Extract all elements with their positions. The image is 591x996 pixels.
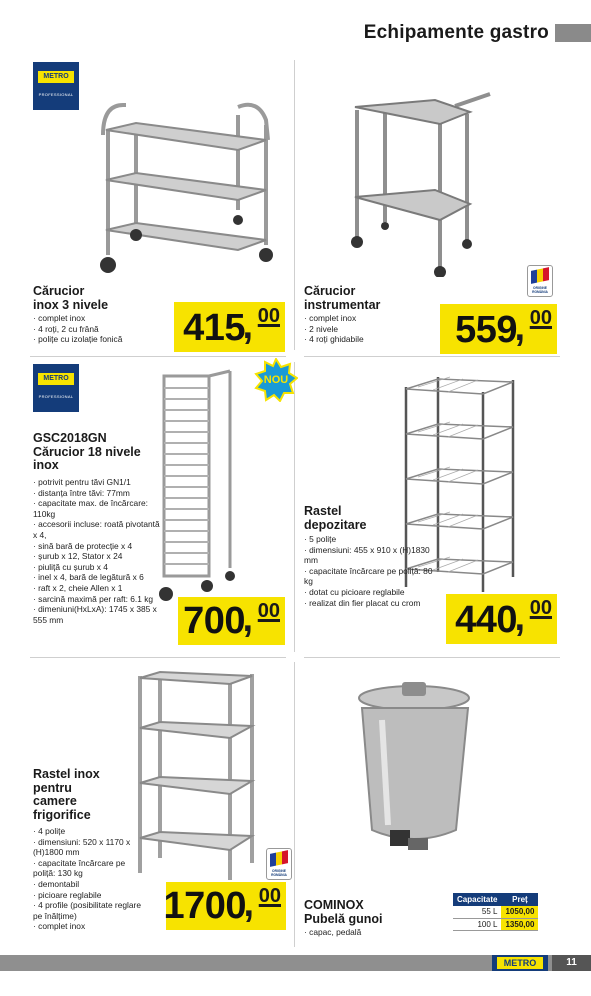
product-title: Rastel inox pentru camere frigorifice bbox=[33, 767, 100, 822]
grid-divider bbox=[30, 356, 286, 357]
product-features: · potrivit pentru tăvi GN1/1 · distanța între tăvi: 77mm · capacitate max. de încărcare: 110kg · accesorii incluse: roată pivotantă x 4, · sină bară de protecție x 4 · șurub x 12, Stator x 24 · piuliță cu șurub x 4 · inel x 4, bară de legătură x 6 · raft x 2, cheie Allen x 1 · sarcină maximă per raft: 6.1 kg · dimeniuni(HxLxA): 1745 x 385 x 555 mm bbox=[33, 477, 163, 625]
price-tag: 1700 , 00 bbox=[166, 882, 286, 930]
grid-divider bbox=[30, 657, 286, 658]
product-title: COMINOX Pubelă gunoi bbox=[304, 898, 383, 926]
page-number: 11 bbox=[552, 955, 591, 971]
metro-professional-logo: METRO PROFESSIONAL bbox=[33, 364, 79, 412]
product-title: GSC2018GN Cărucior 18 nivele inox bbox=[33, 431, 141, 472]
product-features: · capac, pedală bbox=[304, 927, 444, 938]
capacity-price-table bbox=[453, 893, 538, 931]
new-product-badge bbox=[254, 358, 298, 402]
metro-footer-logo: METRO bbox=[492, 955, 548, 971]
page-title: Echipamente gastro bbox=[363, 22, 549, 43]
grid-divider bbox=[294, 60, 295, 350]
grid-divider bbox=[294, 362, 295, 652]
waste-bin-image bbox=[352, 680, 477, 860]
gn-rack-trolley-image bbox=[152, 368, 242, 608]
product-title: Rastel depozitare bbox=[304, 504, 367, 532]
grid-divider bbox=[294, 662, 295, 947]
product-features: · 4 polițe · dimensiuni: 520 x 1170 x (H)1800 mm · capacitate încărcare pe poliță: 130 kg · demontabil · picioare reglabile · 4 profile (posibilitate reglare pe înălțime) · complet inox bbox=[33, 826, 143, 932]
price-tag: 440 , 00 bbox=[446, 594, 557, 644]
product-features: · complet inox · 2 nivele · 4 roți ghidabile bbox=[304, 313, 434, 345]
table-row: 55 L 1050,00 bbox=[453, 906, 538, 918]
table-header: Capacitate bbox=[453, 893, 501, 906]
svg-text:NOU: NOU bbox=[263, 374, 289, 386]
stainless-shelving-image bbox=[132, 668, 262, 883]
table-header: Preț bbox=[501, 893, 538, 906]
product-title: Cărucior inox 3 nivele bbox=[33, 284, 109, 312]
metro-professional-logo: METRO PROFESSIONAL bbox=[33, 62, 79, 110]
price-tag: 559 , 00 bbox=[440, 304, 557, 354]
product-title: Cărucior instrumentar bbox=[304, 284, 381, 312]
header-accent-bar bbox=[555, 24, 591, 42]
grid-divider bbox=[304, 356, 560, 357]
product-features: · complet inox · 4 roți, 2 cu frână · polițe cu izolație fonică bbox=[33, 313, 183, 345]
origin-romania-badge: ORIGINE ROMÂNIA bbox=[527, 265, 553, 297]
product-features: · 5 polițe · dimensiuni: 455 x 910 x (H)1830 mm · capacitate încărcare pe poliță: 80 kg · dotat cu picioare reglabile · realizat din fier placat cu crom bbox=[304, 534, 434, 608]
origin-romania-badge: ORIGINE ROMÂNIA bbox=[266, 848, 292, 880]
grid-divider bbox=[304, 657, 560, 658]
price-tag: 415 , 00 bbox=[174, 302, 285, 352]
price-tag: 700 , 00 bbox=[178, 597, 285, 645]
trolley-3-levels-image bbox=[88, 95, 288, 285]
table-row: 100 L 1350,00 bbox=[453, 918, 538, 930]
instrument-trolley-image bbox=[345, 92, 495, 277]
